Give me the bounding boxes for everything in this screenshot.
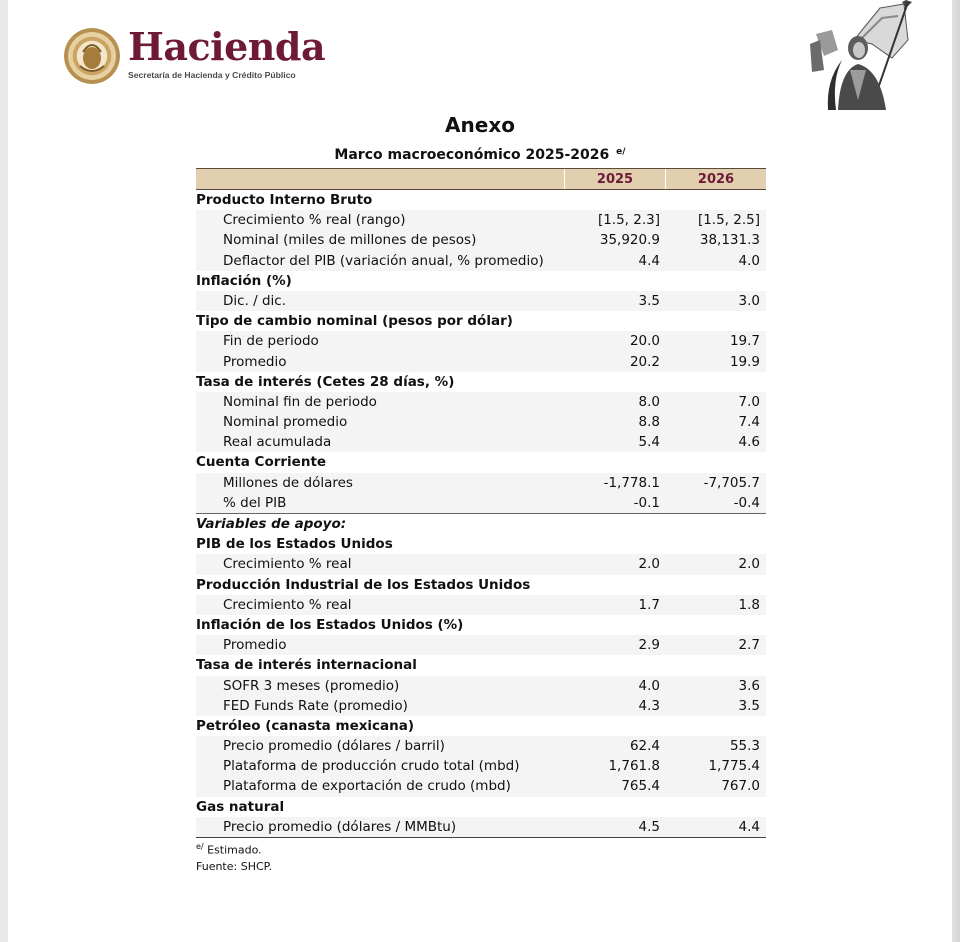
table-row <box>196 655 766 675</box>
row-label: Variables de apoyo: <box>196 516 347 532</box>
table-header <box>196 168 766 190</box>
logo-subtitle: Secretaría de Hacienda y Crédito Público <box>128 70 296 80</box>
row-label: PIB de los Estados Unidos <box>196 536 393 553</box>
table-row <box>196 291 766 311</box>
row-label: Precio promedio (dólares / MMBtu) <box>223 818 457 835</box>
row-label: Promedio <box>223 637 287 654</box>
document-page <box>8 0 952 942</box>
row-label: Gas natural <box>196 798 285 815</box>
table-row <box>196 251 766 271</box>
row-label: Millones de dólares <box>223 474 353 491</box>
table-footnotes <box>196 839 272 876</box>
table-row <box>196 716 766 736</box>
page-edge-shadow <box>952 0 960 942</box>
row-label: Inflación (%) <box>196 272 292 289</box>
value-2026: -7,705.7 <box>703 474 760 491</box>
table-row <box>196 372 766 392</box>
value-2025: 765.4 <box>621 778 660 795</box>
row-label: Promedio <box>223 353 287 370</box>
row-label: Petróleo (canasta mexicana) <box>196 717 415 734</box>
row-label: % del PIB <box>223 494 287 511</box>
national-seal-icon <box>64 28 120 84</box>
row-label: Crecimiento % real <box>223 556 352 573</box>
row-label: Plataforma de producción crudo total (mbd) <box>223 758 520 775</box>
row-label: Producción Industrial de los Estados Unidos <box>196 576 531 593</box>
table-row <box>196 432 766 452</box>
table-row <box>196 230 766 250</box>
row-label: Inflación de los Estados Unidos (%) <box>196 616 464 633</box>
table-row <box>196 271 766 291</box>
value-2025: 2.9 <box>638 637 660 654</box>
value-2025: -0.1 <box>633 494 660 511</box>
table-row <box>196 473 766 493</box>
macroeconomic-table <box>196 168 766 838</box>
value-2026: 19.9 <box>729 353 760 370</box>
value-2025: 35,920.9 <box>599 232 660 249</box>
value-2026: 7.4 <box>738 414 760 431</box>
table-row <box>196 797 766 817</box>
value-2026: 38,131.3 <box>699 232 760 249</box>
table-row <box>196 392 766 412</box>
value-2025: 4.3 <box>638 697 660 714</box>
value-2025: 8.0 <box>638 393 660 410</box>
row-label: Nominal promedio <box>223 414 348 431</box>
value-2025: 1,761.8 <box>608 758 660 775</box>
row-label: Nominal fin de periodo <box>223 393 377 410</box>
value-2026: [1.5, 2.5] <box>697 212 760 229</box>
value-2025: 4.0 <box>638 677 660 694</box>
table-row <box>196 635 766 655</box>
table-title-mark: e/ <box>616 147 626 157</box>
value-2026: 767.0 <box>721 778 760 795</box>
row-label: Crecimiento % real <box>223 596 352 613</box>
value-2026: 4.4 <box>738 818 760 835</box>
row-label: Plataforma de exportación de crudo (mbd) <box>223 778 511 795</box>
table-title-text: Marco macroeconómico 2025-2026 <box>334 147 610 163</box>
value-2025: 4.4 <box>638 252 660 269</box>
value-2026: 19.7 <box>729 333 760 350</box>
value-2025: 62.4 <box>629 738 660 755</box>
source-note: Fuente: SHCP. <box>196 860 273 874</box>
value-2026: 55.3 <box>729 738 760 755</box>
row-label: Real acumulada <box>223 434 332 451</box>
row-label: Deflactor del PIB (variación anual, % promedio) <box>223 252 544 269</box>
value-2026: 3.0 <box>738 292 760 309</box>
flag-heroine-emblem-icon <box>802 0 912 110</box>
table-row <box>196 452 766 472</box>
row-label: Tasa de interés internacional <box>196 657 417 674</box>
value-2026: 1.8 <box>738 596 760 613</box>
value-2025: [1.5, 2.3] <box>597 212 660 229</box>
table-row <box>196 554 766 574</box>
value-2025: 4.5 <box>638 818 660 835</box>
page-title: Anexo <box>445 113 515 137</box>
table-row <box>196 493 766 514</box>
table-row <box>196 352 766 372</box>
table-title <box>192 147 768 163</box>
value-2025: 20.0 <box>629 333 660 350</box>
row-label: Cuenta Corriente <box>196 454 327 471</box>
estimate-note <box>196 839 272 859</box>
row-label: Precio promedio (dólares / barril) <box>223 738 445 755</box>
row-label: Dic. / dic. <box>223 292 287 309</box>
value-2026: 3.6 <box>738 677 760 694</box>
table-row <box>196 676 766 696</box>
table-row <box>196 534 766 554</box>
column-header-2025: 2025 <box>564 169 666 189</box>
table-row <box>196 412 766 432</box>
row-label: Crecimiento % real (rango) <box>223 212 406 229</box>
table-row <box>196 776 766 796</box>
table-row <box>196 514 766 534</box>
table-row <box>196 210 766 230</box>
table-row <box>196 595 766 615</box>
value-2025: 3.5 <box>638 292 660 309</box>
row-label: SOFR 3 meses (promedio) <box>223 677 400 694</box>
value-2026: 2.7 <box>738 637 760 654</box>
table-row <box>196 736 766 756</box>
table-row <box>196 756 766 776</box>
value-2025: 8.8 <box>638 414 660 431</box>
estimate-mark: e/ <box>196 842 204 851</box>
table-row <box>196 696 766 716</box>
table-body <box>196 190 766 838</box>
value-2026: 4.0 <box>738 252 760 269</box>
value-2025: 5.4 <box>638 434 660 451</box>
table-row <box>196 190 766 210</box>
table-row <box>196 331 766 351</box>
value-2025: -1,778.1 <box>603 474 660 491</box>
value-2026: -0.4 <box>733 494 760 511</box>
value-2025: 1.7 <box>638 596 660 613</box>
value-2026: 2.0 <box>738 556 760 573</box>
table-row <box>196 311 766 331</box>
row-label: Tipo de cambio nominal (pesos por dólar) <box>196 313 513 330</box>
table-row <box>196 575 766 595</box>
column-header-2026: 2026 <box>697 172 735 187</box>
table-row <box>196 817 766 838</box>
value-2026: 1,775.4 <box>708 758 760 775</box>
row-label: FED Funds Rate (promedio) <box>223 697 408 714</box>
value-2026: 7.0 <box>738 393 760 410</box>
logo-title: Hacienda <box>128 24 326 69</box>
hacienda-logo <box>64 24 334 90</box>
row-label: Fin de periodo <box>223 333 319 350</box>
value-2026: 4.6 <box>738 434 760 451</box>
row-label: Nominal (miles de millones de pesos) <box>223 232 477 249</box>
value-2025: 2.0 <box>638 556 660 573</box>
value-2026: 3.5 <box>738 697 760 714</box>
table-row <box>196 615 766 635</box>
value-2025: 20.2 <box>629 353 660 370</box>
row-label: Producto Interno Bruto <box>196 192 373 208</box>
estimate-text: Estimado. <box>203 843 262 857</box>
row-label: Tasa de interés (Cetes 28 días, %) <box>196 373 455 390</box>
